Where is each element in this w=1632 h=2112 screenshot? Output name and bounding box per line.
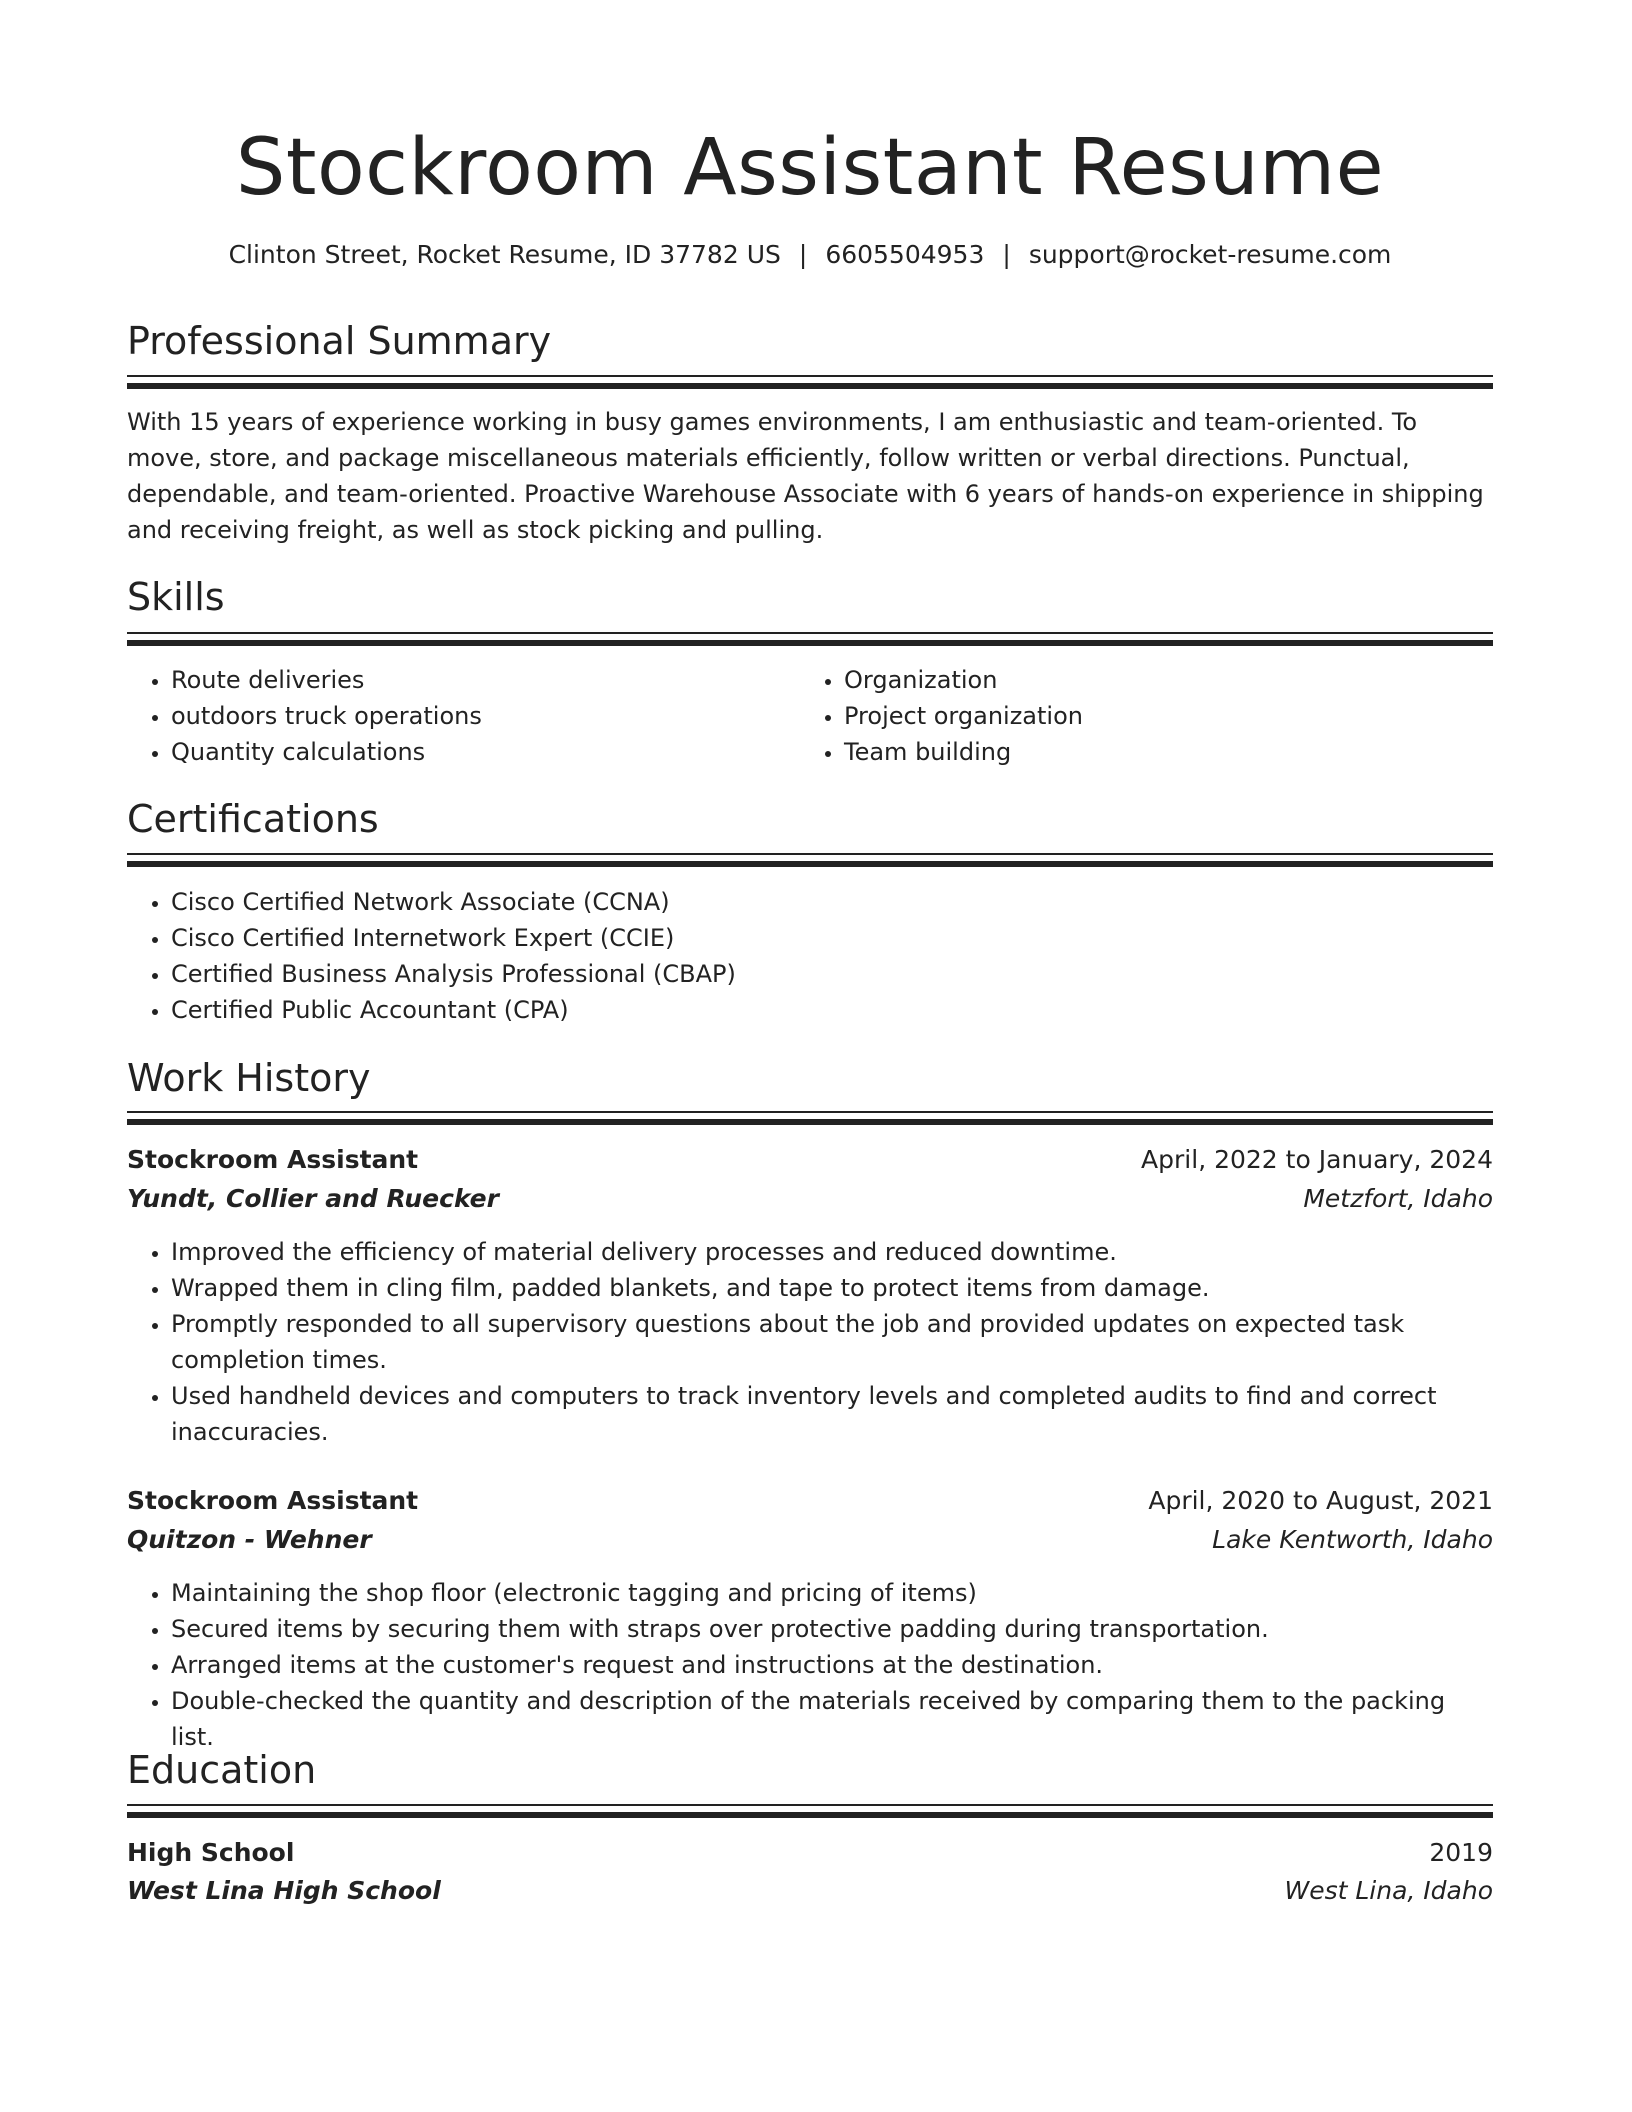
job-bullets (127, 1575, 1493, 1755)
job-company-row (127, 1521, 1493, 1559)
section-title-work-history: Work History (127, 1056, 371, 1100)
job-company: Yundt, Collier and Ruecker (127, 1184, 499, 1213)
section-divider (127, 375, 1493, 389)
job-title: Stockroom Assistant (127, 1145, 419, 1174)
job-header (127, 1482, 1493, 1520)
section-title-certifications: Certifications (127, 797, 379, 841)
section-divider (127, 1111, 1493, 1125)
job-bullet: • Wrapped them in cling film, padded blankets, and tape to protect items from damage. (171, 1270, 1493, 1306)
job-bullet: • Arranged items at the customer's request and instructions at the destination. (171, 1647, 1493, 1683)
section-title-education: Education (127, 1748, 317, 1792)
job-company-row (127, 1180, 1493, 1218)
skill-item: • Team building (844, 734, 1484, 770)
section-divider (127, 1804, 1493, 1818)
contact-address: Clinton Street, Rocket Resume, ID 37782 US (228, 240, 781, 269)
certification-item: • Certified Public Accountant (CPA) (171, 992, 1493, 1028)
contact-phone: 6605504953 (825, 240, 985, 269)
certifications-list (127, 884, 1493, 1028)
education-year: 2019 (1429, 1838, 1493, 1867)
job-bullet: • Secured items by securing them with straps over protective padding during transportation. (171, 1611, 1493, 1647)
education-school: West Lina High School (127, 1876, 441, 1905)
skill-item: • Organization (844, 662, 1484, 698)
section-title-summary: Professional Summary (127, 319, 552, 363)
certification-item: • Cisco Certified Internetwork Expert (CCIE) (171, 920, 1493, 956)
education-school-row (127, 1872, 1493, 1910)
job-bullet: • Double-checked the quantity and description of the materials received by comparing them to the packing list. (171, 1683, 1493, 1755)
skill-item: • Route deliveries (171, 662, 801, 698)
summary-text: With 15 years of experience working in busy games environments, I am enthusiastic and team-oriented. To move, store, and package miscellaneous materials efficiently, follow written or verbal directions. Punctual, dependable, and team-oriented. Proactive Warehouse Associate with 6 years of hands-on experience in shipping and receiving freight, as well as stock picking and pulling. (127, 408, 1484, 544)
job-bullet: • Maintaining the shop floor (electronic tagging and pricing of items) (171, 1575, 1493, 1611)
certification-item: • Certified Business Analysis Professional (CBAP) (171, 956, 1493, 992)
education-location: West Lina, Idaho (1284, 1876, 1493, 1905)
skills-list-left (127, 662, 801, 770)
certification-item: • Cisco Certified Network Associate (CCNA) (171, 884, 1493, 920)
skill-item: • Project organization (844, 698, 1484, 734)
job-bullets (127, 1234, 1493, 1450)
contact-email: support@rocket-resume.com (1028, 240, 1392, 269)
job-title: Stockroom Assistant (127, 1486, 419, 1515)
job-location: Metzfort, Idaho (1303, 1184, 1493, 1213)
job-dates: April, 2022 to January, 2024 (1141, 1145, 1493, 1174)
job-header (127, 1141, 1493, 1179)
section-divider (127, 853, 1493, 867)
resume-title: Stockroom Assistant Resume (235, 123, 1385, 213)
education-degree: High School (127, 1838, 295, 1867)
section-divider (127, 632, 1493, 646)
job-bullet: • Improved the efficiency of material delivery processes and reduced downtime. (171, 1234, 1493, 1270)
job-company: Quitzon - Wehner (127, 1525, 372, 1554)
job-dates: April, 2020 to August, 2021 (1148, 1486, 1493, 1515)
contact-separator: | (798, 240, 808, 269)
skill-item: • Quantity calculations (171, 734, 801, 770)
skills-list-right (800, 662, 1484, 770)
contact-line (127, 237, 1493, 273)
section-title-skills: Skills (127, 575, 225, 619)
contact-separator: | (1002, 240, 1011, 269)
skill-item: • outdoors truck operations (171, 698, 801, 734)
job-bullet: • Promptly responded to all supervisory questions about the job and provided updates on expected task completion times. (171, 1306, 1493, 1378)
education-header (127, 1834, 1493, 1872)
job-bullet: • Used handheld devices and computers to track inventory levels and completed audits to find and correct inaccuracies. (171, 1378, 1493, 1450)
job-location: Lake Kentworth, Idaho (1212, 1525, 1493, 1554)
